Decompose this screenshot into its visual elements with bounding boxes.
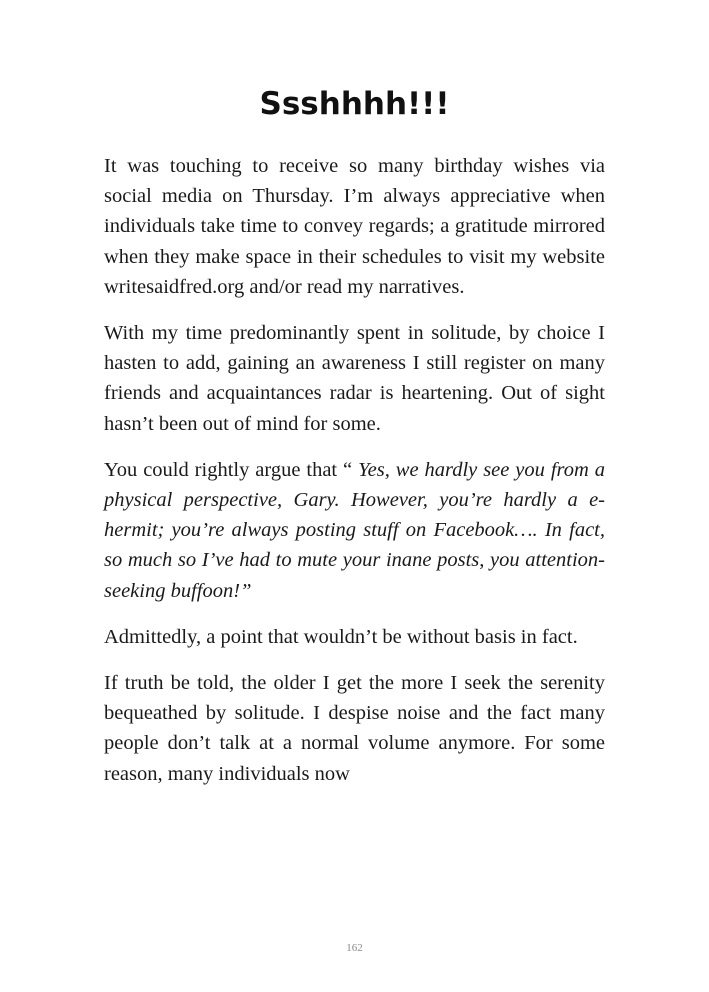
paragraph-5: If truth be told, the older I get the more I seek the serenity bequeathed by solitude. I despise noise and the fact many people don’t talk at a normal volume anymore. For some reason, many individuals now (104, 672, 605, 785)
paragraph-4: Admittedly, a point that wouldn’t be without basis in fact. (104, 625, 578, 648)
paragraph-3 (104, 455, 605, 606)
page-title: Ssshhhh!!! (259, 86, 450, 122)
paragraph-3-quote: Yes, we hardly see you from a physical perspective, Gary. However, you’re hardly a e-hermit; you’re always posting stuff on Facebook…. In fact, so much so I’ve had to mute your inane posts, you attention-seeking buffoon!” (104, 458, 606, 602)
paragraph-2: With my time predominantly spent in solitude, by choice I hasten to add, gaining an awareness I still register on many friends and acquaintances radar is heartening. Out of sight hasn’t been out of mind for some. (104, 322, 605, 435)
page-number: 162 (346, 942, 363, 954)
paragraph-1: It was touching to receive so many birthday wishes via social media on Thursday. I’m always appreciative when individuals take time to convey regards; a gratitude mirrored when they make space in their schedules to visit my website writesaidfred.org and/or read my narratives. (104, 155, 605, 298)
paragraph-3-intro: You could rightly argue that “ (104, 458, 359, 481)
body-text (104, 151, 605, 789)
